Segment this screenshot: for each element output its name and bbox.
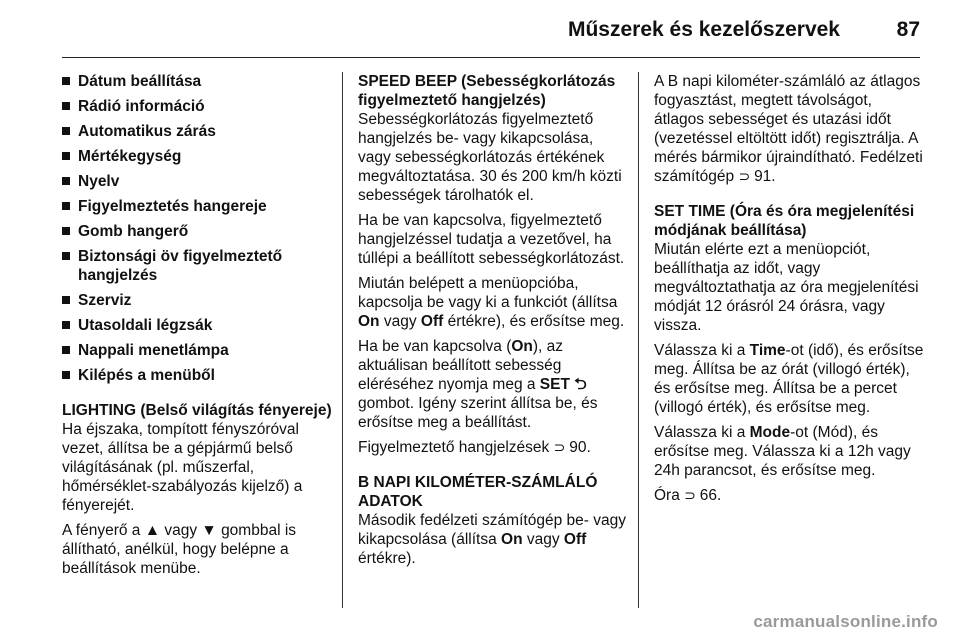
off-value: Off bbox=[563, 531, 587, 548]
column-2 bbox=[358, 72, 628, 574]
bullet-square-icon bbox=[62, 252, 70, 260]
speed-beep-paragraph-4: Ha be van kapcsolva (On), az aktuálisan beállított sebesség eléréséhez nyomja meg a SET ⮌ gombot. Igény szerint állítsa be, és erősítse meg a beállítást. bbox=[358, 338, 598, 431]
column-1 bbox=[62, 72, 332, 584]
on-value: On bbox=[501, 531, 523, 548]
bullet-square-icon bbox=[62, 127, 70, 135]
menu-item: Nappali menetlámpa bbox=[62, 341, 332, 360]
menu-item: Kilépés a menüből bbox=[62, 366, 332, 385]
watermark-logo: carmanualsonline.info bbox=[753, 612, 938, 631]
menu-item: Figyelmeztetés hangereje bbox=[62, 197, 332, 216]
header-divider bbox=[62, 57, 920, 58]
page-number: 87 bbox=[896, 18, 920, 41]
set-button-label: SET bbox=[539, 376, 570, 393]
set-time-section-title: SET TIME (Óra és óra megjelenítési módjának beállítása) bbox=[654, 203, 915, 239]
trip-b-section-title: B NAPI KILOMÉTER-SZÁMLÁLÓ ADATOK bbox=[358, 474, 598, 510]
on-value: On bbox=[358, 313, 380, 330]
bullet-square-icon bbox=[62, 371, 70, 379]
bullet-square-icon bbox=[62, 296, 70, 304]
lighting-section-title: LIGHTING (Belső világítás fényereje) bbox=[62, 402, 332, 419]
menu-item: Nyelv bbox=[62, 172, 332, 191]
speed-beep-paragraph-5: Figyelmeztető hangjelzések ⊃ 90. bbox=[358, 439, 591, 456]
page-header bbox=[0, 0, 960, 48]
menu-item: Szerviz bbox=[62, 291, 332, 310]
set-time-paragraph-3: Válassza ki a Mode-ot (Mód), és erősítse meg. Válassza ki a 12h vagy 24h parancsot, és erősítse meg. bbox=[654, 424, 911, 479]
menu-item: Mértékegység bbox=[62, 147, 332, 166]
bullet-square-icon bbox=[62, 177, 70, 185]
column-divider-1 bbox=[342, 72, 343, 608]
trip-b-paragraph-1: Második fedélzeti számítógép be- vagy kikapcsolása (állítsa On vagy Off értékre). bbox=[358, 512, 626, 567]
page-reference-icon: ⊃ bbox=[684, 487, 700, 503]
menu-item: Automatikus zárás bbox=[62, 122, 332, 141]
speed-beep-paragraph-3: Miután belépett a menüopcióba, kapcsolja be vagy ki a funkciót (állítsa On vagy Off értékre), és erősítse meg. bbox=[358, 275, 625, 330]
set-time-paragraph-1: Miután elérte ezt a menüopciót, beállíthatja az időt, vagy megváltoztathatja az óra megjelenítési módját 12 órásról 24 órásra, vagy vissza. bbox=[654, 241, 919, 334]
speed-beep-paragraph-2: Ha be van kapcsolva, figyelmeztető hangjelzéssel tudatja a vezetővel, ha túllépi a beállított sebességkorlátozást. bbox=[358, 212, 625, 267]
menu-item: Dátum beállítása bbox=[62, 72, 332, 91]
bullet-square-icon bbox=[62, 321, 70, 329]
trip-b-paragraph-2: A B napi kilométer-számláló az átlagos fogyasztást, megtett távolságot, átlagos sebességet és utazási időt (vezetéssel eltöltött időt) regisztrálja. A mérés bármikor újraindítható. Fedélzeti számítógép ⊃ 91. bbox=[654, 73, 923, 185]
bullet-square-icon bbox=[62, 77, 70, 85]
on-value: On bbox=[511, 338, 533, 355]
off-value: Off bbox=[420, 313, 444, 330]
speed-beep-paragraph-1: Sebességkorlátozás figyelmeztető hangjelzés be- vagy kikapcsolása, vagy sebességkorlátozás értékének megváltoztatása. 30 és 200 km/h közti sebességek tárolhatók el. bbox=[358, 111, 622, 204]
page-title: Műszerek és kezelőszervek bbox=[567, 18, 840, 41]
bullet-square-icon bbox=[62, 227, 70, 235]
page-reference-icon: ⊃ bbox=[553, 439, 570, 455]
mode-option: Mode bbox=[749, 424, 791, 441]
menu-item: Gomb hangerő bbox=[62, 222, 332, 241]
settings-menu-list bbox=[62, 72, 332, 385]
bullet-square-icon bbox=[62, 152, 70, 160]
menu-item: Utasoldali légzsák bbox=[62, 316, 332, 335]
set-time-paragraph-4: Óra ⊃ 66. bbox=[654, 487, 722, 504]
set-time-paragraph-2: Válassza ki a Time-ot (idő), és erősítse meg. Állítsa be az órát (villogó érték), és erősítse meg. Állítsa be a percet (villogó érték), és erősítse meg. bbox=[654, 342, 924, 416]
time-option: Time bbox=[749, 342, 786, 359]
page-reference-icon: ⊃ bbox=[738, 168, 755, 184]
bullet-square-icon bbox=[62, 202, 70, 210]
menu-item: Rádió információ bbox=[62, 97, 332, 116]
column-divider-2 bbox=[638, 72, 639, 608]
speed-beep-section-title: SPEED BEEP (Sebességkorlátozás figyelmeztető hangjelzés) bbox=[358, 73, 616, 109]
bullet-square-icon bbox=[62, 346, 70, 354]
lighting-paragraph-2: A fényerő a ▲ vagy ▼ gombbal is állítható, anélkül, hogy belépne a beállítások menübe. bbox=[62, 522, 297, 577]
bullet-square-icon bbox=[62, 102, 70, 110]
lighting-paragraph-1: Ha éjszaka, tompított fényszóróval vezet, állítsa be a gépjármű belső világításának (pl. műszerfal, hőmérséklet-szabályozás kijelző) a fényerejét. bbox=[62, 421, 303, 514]
column-3 bbox=[654, 72, 926, 511]
menu-item: Biztonsági öv figyelmeztető hangjelzés bbox=[62, 247, 332, 285]
return-arrow-icon: ⮌ bbox=[569, 376, 587, 393]
